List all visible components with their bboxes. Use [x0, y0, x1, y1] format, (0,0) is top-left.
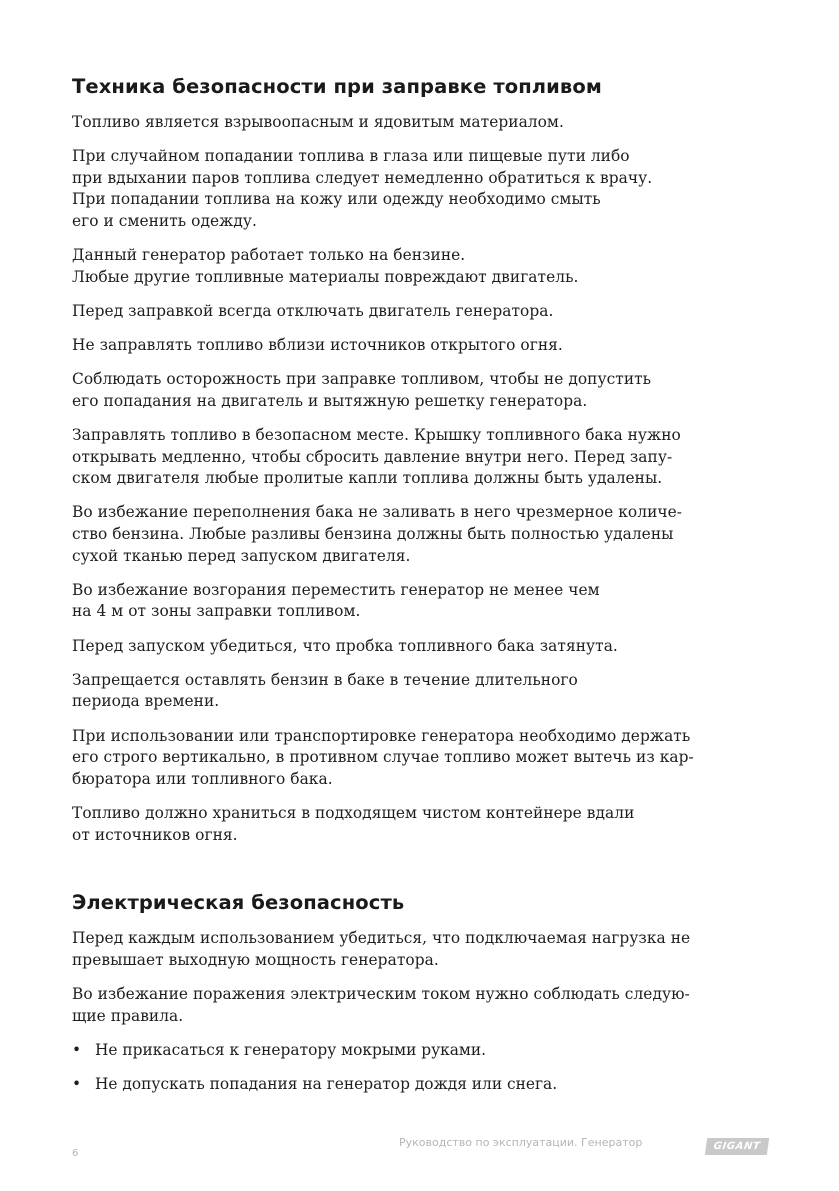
- bullet-icon: •: [72, 1040, 82, 1059]
- bullet-icon: •: [72, 1074, 82, 1093]
- paragraph: Во избежание поражения электрическим током нужно соблюдать следую- щие правила.: [72, 984, 690, 1025]
- document-page: [72, 74, 772, 1108]
- paragraph: Заправлять топливо в безопасном месте. Крышку топливного бака нужно открывать медленно, чтобы сбросить давление внутри него. Перед запу- ском двигателя любые пролитые капли топлива должны быть удалены.: [72, 426, 681, 488]
- paragraph: Запрещается оставлять бензин в баке в течение длительного периода времени.: [72, 670, 578, 711]
- paragraph: Данный генератор работает только на бензине. Любые другие топливные материалы повреждают двигатель.: [72, 246, 579, 286]
- list-item: [72, 1040, 772, 1062]
- rules-list: [72, 1040, 772, 1096]
- list-item-text: Не допускать попадания на генератор дождя или снега.: [95, 1074, 558, 1093]
- paragraph: Во избежание возгорания переместить генератор не менее чем на 4 м от зоны заправки топливом.: [72, 580, 600, 621]
- paragraph: При случайном попадании топлива в глаза или пищевые пути либо при вдыхании паров топлива следует немедленно обратиться к врачу. При попадании топлива на кожу или одежду необходимо смыть его и сменить одежду.: [72, 147, 653, 230]
- paragraph: Не заправлять топливо вблизи источников открытого огня.: [72, 336, 563, 355]
- paragraph: Топливо должно храниться в подходящем чистом контейнере вдали от источников огня.: [72, 803, 635, 844]
- page-number: 6: [72, 1148, 79, 1159]
- paragraph: Перед каждым использованием убедиться, что подключаемая нагрузка не превышает выходную мощность генератора.: [72, 929, 691, 969]
- section-title-fuel-safety: Техника безопасности при заправке топливом: [72, 75, 602, 98]
- paragraph: Топливо является взрывоопасным и ядовитым материалом.: [72, 113, 564, 131]
- paragraph: Во избежание переполнения бака не заливать в него чрезмерное количе- ство бензина. Любые разливы бензина должны быть полностью удалены сухой тканью перед запуском двигателя.: [72, 503, 683, 565]
- paragraph: Перед заправкой всегда отключать двигатель генератора.: [72, 301, 554, 320]
- paragraph: При использовании или транспортировке генератора необходимо держать его строго вертикально, в противном случае топливо может вытечь из кар- бюратора или топливного бака.: [72, 726, 694, 788]
- footer-title: Руководство по эксплуатации. Генератор: [399, 1136, 643, 1149]
- paragraph: Перед запуском убедиться, что пробка топливного бака затянута.: [72, 636, 618, 655]
- paragraph: Соблюдать осторожность при заправке топливом, чтобы не допустить его попадания на двигатель и вытяжную решетку генератора.: [72, 370, 652, 410]
- section-title-electrical-safety: Электрическая безопасность: [72, 891, 405, 915]
- list-item: [72, 1074, 772, 1096]
- list-item-text: Не прикасаться к генератору мокрыми руками.: [95, 1040, 487, 1059]
- brand-logo: GIGANT: [705, 1138, 769, 1155]
